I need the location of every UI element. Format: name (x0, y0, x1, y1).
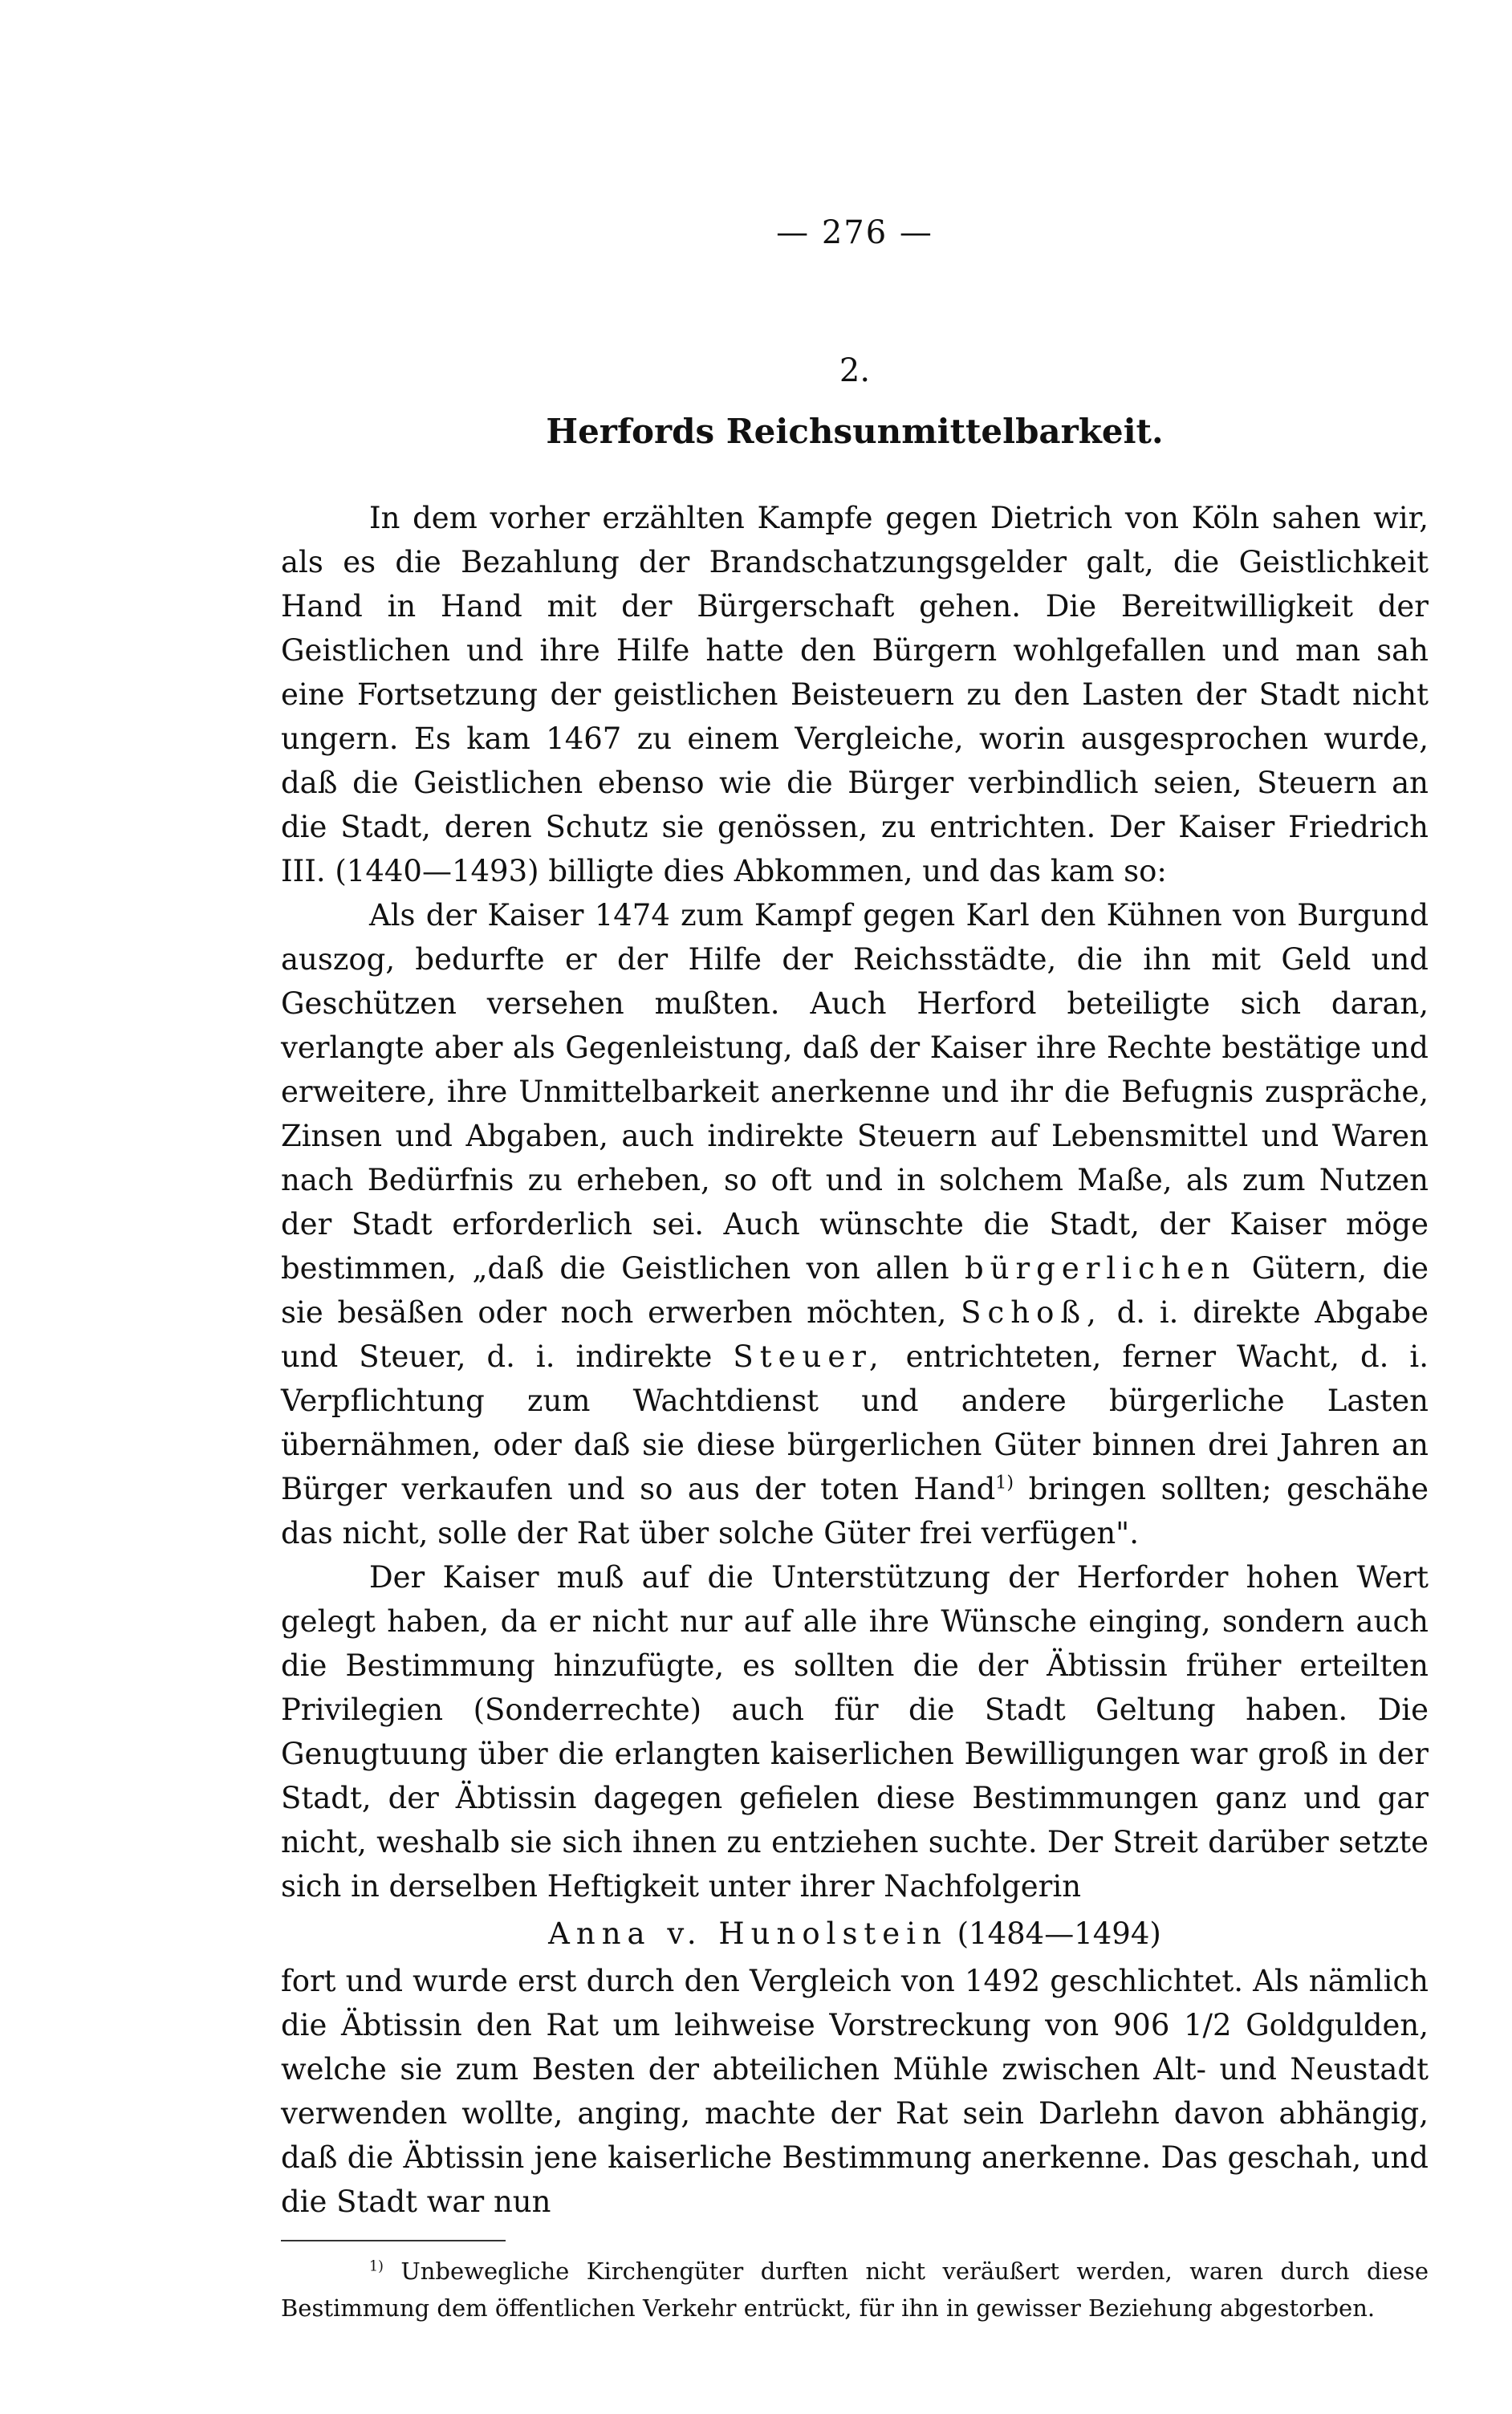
paragraph-2-text-e: bringen sollten; geschähe das nicht, solle der Rat über solche Güter frei verfügen". (281, 1472, 1429, 1550)
paragraph-4-text-b: Goldgulden, welche sie zum Besten der abteilichen Mühle zwischen Alt- und Neustadt verwenden wollte, anging, machte der Rat sein Darlehn davon abhängig, daß die Äbtissin jene kaiserliche Bestimmung anerkenne. Das geschah, und die Stadt war nun (281, 2008, 1429, 2219)
paragraph-2-text-a: Als der Kaiser 1474 zum Kampf gegen Karl den Kühnen von Burgund auszog, bedurfte er der Hilfe der Reichsstädte, die ihn mit Geld und Geschützen versehen mußten. Auch Herford beteiligte sich daran, verlangte aber als Gegenleistung, daß der Kaiser ihre Rechte bestätige und erweitere, ihre Unmittelbarkeit anerkenne und ihr die Befugnis zuspräche, Zinsen und Abgaben, auch indirekte Steuern auf Lebensmittel und Waren nach Bedürfnis zu erheben, so oft und in solchem Maße, als zum Nutzen der Stadt erforderlich sei. Auch wünschte die Stadt, der Kaiser möge bestimmen, „daß die Geistlichen von allen (281, 898, 1429, 1286)
paragraph-4 (281, 1959, 1429, 2224)
section-title: Herfords Reichsunmittelbarkeit. (546, 412, 1164, 451)
abbess-heading (281, 1912, 1429, 1956)
page-number: — 276 — (776, 214, 933, 251)
abbess-name: Anna v. Hunolstein (548, 1916, 948, 1951)
footnotes (281, 2253, 1429, 2327)
paragraph-2-text-c: d. i. direkte Abgabe und Steuer, d. i. indirekte (281, 1295, 1429, 1374)
footnote-divider (281, 2240, 506, 2241)
book-page (281, 209, 1429, 2327)
footnote-text: Unbewegliche Kirchengüter durften nicht veräußert werden, waren durch diese Bestimmung dem öffentlichen Verkehr entrückt, für ihn in gewisser Beziehung abgestorben. (281, 2258, 1429, 2322)
paragraph-1: In dem vorher erzählten Kampfe gegen Dietrich von Köln sahen wir, als es die Bezahlung der Brandschatzungsgelder galt, die Geistlichkeit Hand in Hand mit der Bürgerschaft gehen. Die Bereitwilligkeit der Geistlichen und ihre Hilfe hatte den Bürgern wohlgefallen und man sah eine Fortsetzung der geistlichen Beisteuern zu den Lasten der Stadt nicht ungern. Es kam 1467 zu einem Vergleiche, worin ausgesprochen wurde, daß die Geistlichen ebenso wie die Bürger verbindlich seien, Steuern an die Stadt, deren Schutz sie genössen, zu entrichten. Der Kaiser Friedrich III. (1440—1493) billigte dies Abkommen, und das kam so: (281, 501, 1429, 888)
abbess-years: (1484—1494) (957, 1916, 1161, 1951)
spaced-word-buergerlichen: bürgerlichen (964, 1251, 1237, 1286)
footnote-1 (281, 2253, 1429, 2327)
paragraph-2-text-d: entrichteten, ferner Wacht, d. i. Verpflichtung zum Wachtdienst und andere bürgerliche Lasten übernähmen, oder daß sie diese bürgerlichen Güter binnen drei Jahren an Bürger verkaufen und so aus der toten Hand (281, 1339, 1429, 1506)
spaced-word-steuer: Steuer, (733, 1339, 885, 1374)
body-text (281, 496, 1429, 2224)
paragraph-2-text-b: Gütern, die sie besäßen oder noch erwerben möchten, (281, 1251, 1429, 1330)
fraction-value: 1/2 (1183, 2008, 1232, 2042)
paragraph-3: Der Kaiser muß auf die Unterstützung der Herforder hohen Wert gelegt haben, da er nicht nur auf alle ihre Wünsche einging, sondern auch die Bestimmung hinzufügte, es sollten die der Äbtissin früher erteilten Privilegien (Sonderrechte) auch für die Stadt Geltung haben. Die Genugtuung über die erlangten kaiserlichen Bewilligungen war groß in der Stadt, der Äbtissin dagegen gefielen diese Bestimmungen ganz und gar nicht, weshalb sie sich ihnen zu entziehen suchte. Der Streit darüber setzte sich in derselben Heftigkeit unter ihrer Nachfolgerin (281, 1560, 1429, 1904)
paragraph-4-text-a: fort und wurde erst durch den Vergleich von 1492 geschlichtet. Als nämlich die Äbtissin den Rat um leihweise Vorstreckung von 906 (281, 1964, 1429, 2042)
spaced-word-schoss: Schoß, (961, 1295, 1103, 1330)
footnote-reference[interactable]: 1) (995, 1472, 1014, 1494)
paragraph-2 (281, 893, 1429, 1555)
section-number: 2. (839, 352, 871, 389)
footnote-mark: 1) (369, 2258, 384, 2275)
